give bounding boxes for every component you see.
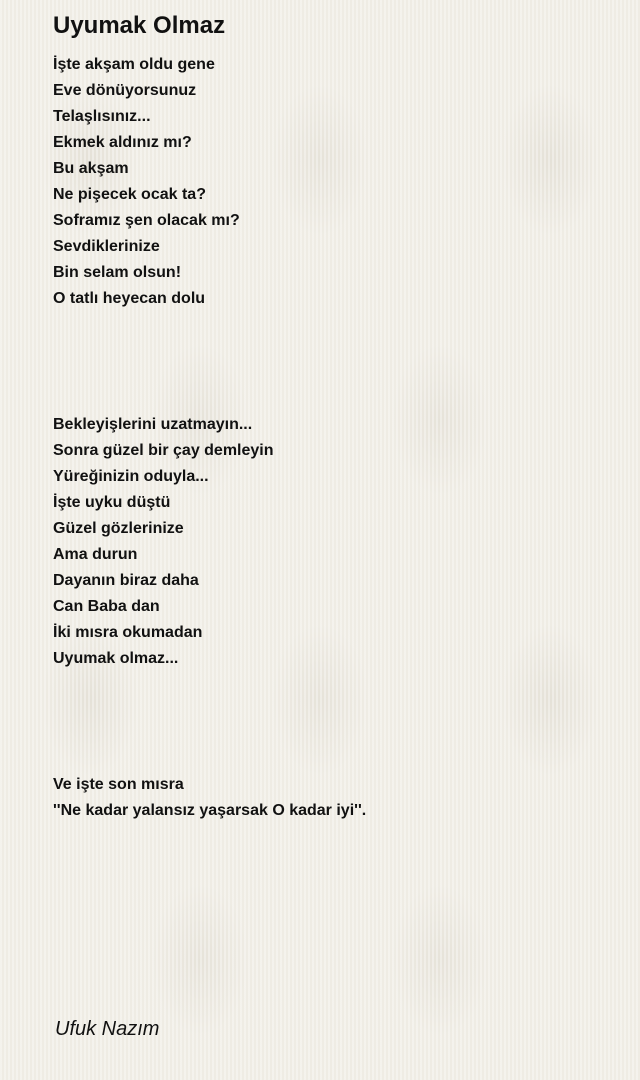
poem-author: Ufuk Nazım (55, 1018, 160, 1040)
stanza-2 (53, 412, 366, 672)
poem-line: İşte uyku düştü (53, 494, 171, 511)
poem-line: O tatlı heyecan dolu (53, 290, 206, 307)
poem-line: Bu akşam (53, 160, 129, 177)
poem-line: Ekmek aldınız mı? (53, 134, 192, 151)
stanza-gap (53, 312, 366, 412)
stanza-3 (53, 772, 366, 824)
poem-line: İki mısra okumadan (53, 624, 203, 641)
poem-line: Ve işte son mısra (53, 776, 184, 793)
poem-line: Ne pişecek ocak ta? (53, 186, 206, 203)
poem-line: İşte akşam oldu gene (53, 56, 215, 73)
poem-line: Sonra güzel bir çay demleyin (53, 442, 274, 459)
poem-line: Dayanın biraz daha (53, 572, 199, 589)
poem-title: Uyumak Olmaz (53, 12, 226, 39)
stanza-gap (53, 672, 366, 772)
poem-line: Telaşlısınız... (53, 108, 151, 125)
poem-line: Eve dönüyorsunuz (53, 82, 197, 99)
stanza-1 (53, 52, 366, 312)
poem-line: Can Baba dan (53, 598, 160, 615)
poem-line: Bekleyişlerini uzatmayın... (53, 416, 253, 433)
poem-line: ''Ne kadar yalansız yaşarsak O kadar iyi''. (53, 802, 367, 819)
poem-line: Bin selam olsun! (53, 264, 182, 281)
poem-line: Uyumak olmaz... (53, 650, 179, 667)
poem-line: Soframız şen olacak mı? (53, 212, 240, 229)
poem-line: Yüreğinizin oduyla... (53, 468, 209, 485)
poem-line: Ama durun (53, 546, 138, 563)
poem-line: Güzel gözlerinize (53, 520, 184, 537)
poem-line: Sevdiklerinize (53, 238, 160, 255)
poem-body (53, 52, 366, 824)
